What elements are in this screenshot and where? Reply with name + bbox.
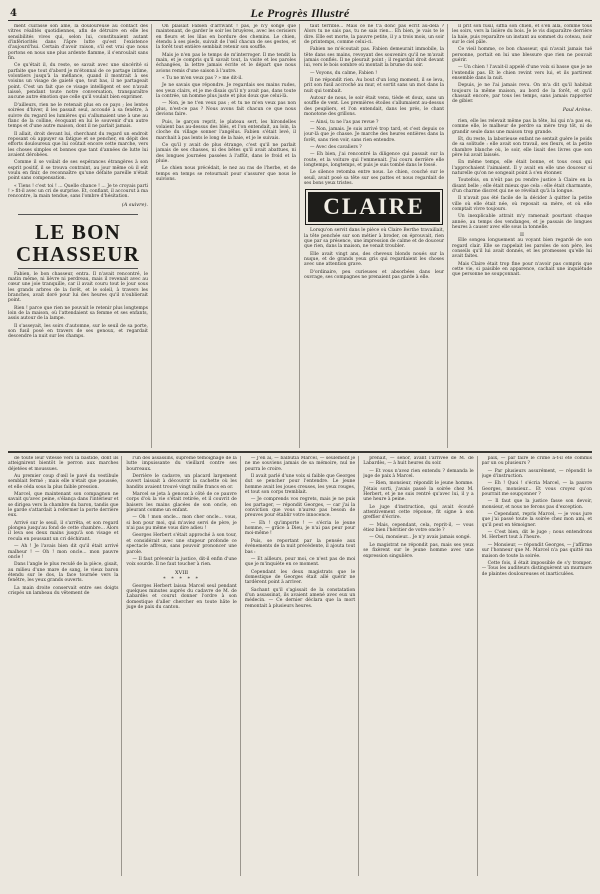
bottom-column-1	[8, 456, 122, 876]
bottom-column-3	[245, 456, 359, 876]
chapter-stars: * * * * *	[163, 575, 201, 582]
chapter-number: XVIII	[175, 569, 189, 576]
paragraph: Toutefois, on n'eût pas pu rendre justice à Claire en la disant belle ; elle était mieux que cela : elle était charmante, d'un charme discret qui ne se révélait qu'à la longue.	[452, 178, 592, 194]
paragraph: — Eh bien, j'ai rencontré la diligence qui passait sur la route, et la voiture qui l'emmenait. J'ai couru derrière elle longtemps, longtemps, et puis je suis tombé dans le fossé.	[304, 152, 444, 168]
paragraph: Georges Herbert s'était approché à son tour, et considérait avec une stupeur profonde ce spectacle affreux, sans pouvoir prononcer une parole.	[126, 533, 237, 555]
paragraph: ment cuirassé son âme, la douloureuse au contact des vitres réalités quotidiennes, afin de détruire en elle les sensibilités vives qui, selon lui, constituaient autant d'infériorités dans l'âpre lutte qu'est l'existence d'aujourd'hui. Certain d'avoir raison, s'il est vrai que nous portons en nous une plus ardente flamme, il s'enroulait sans fin.	[8, 24, 148, 62]
paragraph: Ce qu'il y avait de plus étrange, c'est qu'il ne parlait jamais de ses chasses, ni des bêtes qu'il avait abattues, ni des longues journées passées à l'affût, dans le froid et la pluie.	[156, 142, 296, 164]
title-rule	[18, 268, 138, 269]
paragraph: D'ordinaire, peu curieuses et absorbées dans leur ouvrage, ses compagnes ne prenaient pas garde à elle.	[304, 269, 444, 281]
paragraph: Lorsqu'on servit dans le pièce où Claire Berthe travaillait, la tête penchée sur son métier à broder, on éprouvait, rien que par sa présence, une impression de calme et de douceur que rien, dans la maison, ne venait troubler.	[304, 228, 444, 250]
paragraph: D'ailleurs, rien ne le retenait plus en ce pays ; les lentes soirées d'hiver, il les passait seul, accoudé à sa fenêtre, à suivre du regard les lumières qui s'allumaient une à une au flanc de la colline, évoquant en lui le souvenir d'un autre temps et d'une autre maison, dont il ne parlait jamais.	[8, 102, 148, 130]
paragraph: — Eh ! qu'importe ! — s'écria le jeune homme, — grâce à Dieu, je n'ai pas peur pour moi-même !	[244, 520, 356, 537]
paragraph: — Il faut que la justice fasse son devoir, monsieur, et nous ne ferons pas d'exception.	[481, 499, 592, 510]
top-col2-text	[156, 24, 296, 182]
bottom-column-2	[126, 456, 240, 876]
paragraph: — Voyons, du calme, Fabien !	[310, 70, 378, 76]
paragraph: l'un des assassins, suprême témoignage de la lutte impuissante du vieillard contre ses bourreaux.	[126, 456, 237, 472]
paragraph: Au premier coup d'œil le pavé du vestibule semblait fermé ; mais elle n'était que poussée, et elle céda sous la plus faible pression.	[8, 474, 119, 490]
paragraph: — Ah ! Je l'avais bien dit qu'il était arrivé malheur ! — Oh ! mon oncle... mon pauvre oncle !	[8, 544, 119, 560]
paragraph: Fabien ne m'écoutait pas. Fabien demeurait immobile, la tête dans ses mains, revoyant des souvenirs qu'il ne m'avait jamais confiés. Il ne pleurait point ; il regardait droit devant lui, vers le bois sombre où montait la brume du soir.	[304, 47, 444, 69]
paragraph: paix, — par faire le crime a-t-il été commis par un ou plusieurs ?	[481, 456, 592, 467]
top-column-3	[304, 24, 448, 448]
paragraph: Georges Herbert laissa Marcel seul pendant quelques minutes auprès du cadavre de M. de Labardès et courut donner l'ordre à son domestique d'aller chercher en toute hâte le juge de paix du canton.	[126, 583, 237, 610]
paragraph: — Avec des cavaliers ?	[310, 144, 362, 150]
top-col3b-text	[304, 228, 444, 280]
paragraph: Il prit son fusil, siffla son chien, et s'en alla, comme tous les soirs, vers la lisière du bois. Je le vis disparaître derrière la haie, puis reparaître un instant au sommet du coteau, noir sur le ciel pâle.	[452, 24, 592, 46]
paragraph: — Non, jamais. Je suis arrivé trop tard, et c'est depuis ce jour-là que je chasse. Je marche des heures entières dans la forêt, sans rien voir, sans rien entendre.	[304, 126, 444, 143]
paragraph: Derrière le cadavre, un placard largement ouvert laissait à découvrir la cachette où les bandits avaient trouvé vingt mille francs en or.	[126, 474, 237, 490]
paragraph: Cependant les deux magistrats que le domestique de Georges était allé quérir ne tardèrent point à arriver.	[244, 569, 356, 586]
paragraph: Ce vieil homme, ce bon chasseur, qui n'avait jamais tué personne, portait en lui une blessure que rien ne pouvait guérir.	[452, 47, 592, 64]
top-col4-text	[452, 24, 592, 105]
paragraph: taut terrible... Mais ce ne t'a donc pas écrit au-delà ? Alors tu ne sais pas, tu ne sais rien... Eh bien, je vais te le dire. Elle est morte, la pauvre petite, il y a trois mois, un soir de printemps, comme celui-ci.	[304, 24, 444, 46]
paragraph: En même temps, elle était bonne, et tous ceux qui l'approchaient l'aimaient. Il y avait en elle une douceur si naturelle qu'on ne songeait point à s'en étonner.	[452, 160, 592, 176]
newspaper-page	[8, 6, 592, 882]
paragraph: Je ne savais que répondre. Je regardais ses mains rudes, ses yeux clairs, et je me disais qu'il n'y avait pas, dans toute la contrée, un homme plus juste et plus doux que celui-là.	[156, 83, 296, 100]
top-col1b-text	[8, 272, 148, 340]
paragraph: Mais Claire était trop fine pour n'avoir pas compris que cette vie, si paisible en apparence, cachait une inquiétude que personne ne soupçonnait.	[452, 261, 592, 278]
paragraph: Elle songea longuement au voyant bien regardé de son regard clair. Elle se rappelait les paroles de son père, les conseils qu'il lui avait donnés, et les promesses qu'elle lui avait faites.	[452, 238, 592, 260]
page-number: 4	[10, 7, 17, 19]
paragraph: — Il faut prévenir la justice, dit-il enfin d'une voix sourde. Il ne faut toucher à rien.	[126, 556, 237, 568]
paragraph: — Monsieur, — répondit Georges, — j'affirme sur l'honneur que M. Marcel n'a pas quitté ma maison de toute la soirée.	[481, 542, 592, 559]
bottom-col3-text	[245, 456, 355, 609]
paragraph: Comme il se voilait de ses espérances étrangères à son esprit positif, il se trouva contraint, au jour même où il eût voulu en finir, de reconnaître qu'une défaite pareille n'était point sans compensation.	[8, 160, 148, 182]
bottom-col1-text	[8, 456, 118, 596]
paragraph: Depuis, je ne l'ai jamais revu. On m'a dit qu'il habitait toujours la même maison, au bord de la forêt, et qu'il chassait encore, par tous les temps, sans jamais rapporter de gibier.	[452, 83, 592, 105]
bottom-col5-text	[482, 456, 592, 577]
title-rule	[18, 214, 138, 215]
paragraph: Un inexplicable attrait m'y ramenait pourtant chaque année, au temps des vendanges, et je passais de longues heures à causer avec elle sous la tonnelle.	[452, 214, 592, 230]
paragraph: — Et vous n'avez rien entendu ? demanda le juge de paix à Marcel.	[363, 468, 474, 480]
bottom-column-5	[482, 456, 592, 876]
hunter-story-title: LE BON CHASSEUR	[16, 219, 140, 266]
paragraph: Marcel se jeta à genoux à côté de ce pauvre corps d'où la vie s'était retirée, et il couvrit de baisers les mains glacées de son oncle, en pleurant comme un enfant.	[126, 492, 237, 514]
paragraph: Arrivé sur le seuil, il s'arrêta, et son regard plongea jusqu'au fond de cette chambre... Alors il leva ses deux mains jusqu'à son visage et recula en poussant un cri déchirant.	[8, 520, 119, 542]
paragraph: — Oui, monsieur... Je n'y avais jamais songé.	[369, 535, 471, 541]
to-be-continued: (A suivre).	[121, 201, 148, 208]
paragraph: rien, elle les relevait même pas la tête, lui qui n'a pas eu, comme elle, le malheur de perdre sa mère trop tôt, ni de grandir seule dans une maison trop grande.	[452, 118, 592, 135]
paragraph: — Eh ! Quoi ! s'écria Marcel, — la pauvre Georges, monsieur... Et vous croyez qu'on pourrait me soupçonner ?	[481, 481, 592, 498]
paragraph: de toute leur vitesse vers la bastide, dont ils atteignirent bientôt le perron aux marches déjetées et moussues.	[8, 456, 119, 472]
paragraph: On plaisait Fabien d'arrivant ! pas, je n'y songe que maintenant, de garder le soir les bruyères, avec les cerisiers en fleurs et les lilas en bordure des chemins. Le chien, étendu à ses pieds, suivait de l'œil chacun de ses gestes, et la forêt tout entière semblait retenir son souffle.	[156, 24, 296, 51]
masthead	[8, 6, 592, 21]
paragraph: Et, du reste, la laborieuse enfant ne sentait guère le poids de sa solitude : elle avait son travail, ses fleurs, et la petite chambre blanche où, le soir, elle lisait des livres que son père lui avait laissés.	[452, 136, 592, 158]
paragraph: — Oh ! mon oncle... mon cher oncle... vous, si bon pour moi, qui m'aviez servi de père, je n'ai pas pu même vous dire adieu !	[126, 515, 237, 532]
paragraph: — Par plusieurs assurément, — répondit le juge d'instruction.	[481, 468, 592, 480]
paragraph: Fabien, le bon chasseur, entra. Il n'avait rencontré, le matin même, ni lièvre ni perdreau, mais il revenait avec au cœur une joie tranquille, car il avait couru tout le jour sous les grands arbres de la forêt, et le soleil, à travers les branches, avait doré pour lui des heures qu'il n'oublierait point.	[8, 271, 148, 304]
paragraph: — Rien, monsieur, répondit le jeune homme. J'étais sorti, j'avais passé la soirée chez M. Herbert, et je ne suis rentré qu'avec lui, il y a une heure à peine.	[363, 481, 474, 503]
top-col1-text	[8, 24, 148, 200]
paragraph: La main droite conservait entre ses doigts crispés un lambeau du vêtement de	[8, 585, 119, 596]
paragraph: Rien ! parce que rien ne pouvait le retenir plus longtemps loin de la maison, où l'attendaient sa femme et ses enfants, assis autour de la lampe.	[8, 305, 148, 322]
paragraph: « Tu ne m'en veux pas ? » me dit-il.	[162, 76, 243, 82]
paragraph: Mais je n'en pas le temps de m'interroger. Il me tendit la main, et je compris qu'il savait tout, la visite et les paroles échangées, la lettre jamais écrite et le départ que nous avions remis d'une saison à l'autre.	[156, 52, 296, 74]
chapter-number: II	[520, 232, 524, 239]
paragraph: Il avait parlé d'une voix si faible que Georges dut se pencher pour l'entendre. Le jeune homme avait les joues creuses, les yeux rouges, et tout son corps tremblait.	[244, 474, 356, 496]
paragraph: Puis, le garçon reprit, le plateau sert, les hirondelles volaient bas au-dessus des blés, et l'on entendait, au loin, la cloche du village sonner l'angélus. Fabien s'était levé, il marchait à pas lents le long de la haie, et je le suivais.	[156, 119, 296, 141]
paragraph: — J'en ai, — balbutia Marcel, — seulement je ne me souviens jamais de sa mémoire, nul ne pourra le croire.	[244, 456, 356, 472]
paragraph: Il n'avait pas été facile de la décider à quitter la petite ville où elle était née, où reposait sa mère, et où elle comptait vivre toujours.	[452, 196, 592, 212]
paragraph: prenait, — sénor, avant l'arrivée de M. de Labardès, — à huit heures du soir.	[363, 456, 474, 467]
paragraph: Il allait, droit devant lui, cherchant du regard un endroit reposant où appuyer sa fatigue et se pencher, en dépit des efforts douloureux que lui coûtait encore cette marche, vers les choses simples et bonnes que tant d'années de lutte lui avaient dérobées.	[8, 131, 148, 158]
paragraph: Il ne répondit rien. Au bout d'un long moment, il se leva, prit son fusil accroché au mur, et sortit sans un mot dans la nuit qui tombait.	[304, 78, 444, 94]
top-col3-text	[304, 24, 444, 186]
paragraph: Le juge d'instruction, qui avait écouté attentivement cette réponse, fit signe à son greffier d'écrire.	[363, 504, 474, 521]
top-column-1	[8, 24, 152, 448]
top-column-2	[156, 24, 300, 448]
paragraph: Ce qu'était il, du reste, se savait avec une sincérité si parfaite que tout d'abord je m'étonnai de ce partage intime, volontiers jusqu'à la méfiance, quand il montrait à ses voisins un visage de gaieté que, tout bas, il ne partageait point. C'est un fait que ce visage intelligent et sec n'avait laissé, pendant toute notre conversation, transparaître aucune autre émotion que celle qu'il voulait bien exprimer.	[8, 63, 148, 101]
paragraph: — C'est bien, dit le juge ; nous entendrons M. Herbert tout à l'heure.	[481, 530, 592, 541]
top-col4b-text	[452, 119, 592, 231]
paragraph: Le silence retomba entre nous. Le chien, couché sur le seuil, avait posé sa tête sur ses pattes et nous regardait de ses bons yeux tristes.	[304, 170, 444, 186]
top-col4c-text	[452, 238, 592, 277]
top-columns	[8, 24, 592, 448]
section-divider	[8, 451, 592, 453]
paragraph: — Je comprends vos regrets, mais je ne puis les partager, — répondit Georges, — car j'ai la conviction que vous n'aurez pas besoin de preuves pour établir votre innocence.	[244, 497, 356, 519]
paragraph: Puis, se reportant par la pensée aux événements de la nuit précédente, il ajouta tout bas :	[244, 538, 356, 555]
paragraph: — Ainsi, tu ne l'as pas revue ?	[310, 119, 379, 125]
paragraph: Sachant qu'il s'agissait de la constatation d'un assassinat, ils avaient amené avec eux un médecin. — Ce dernier déclara que la mort remontait à plusieurs heures.	[244, 587, 356, 609]
paragraph: Le chien nous précédait, le nez au ras de l'herbe, et de temps en temps se retournait pour s'assurer que nous le suivions.	[156, 166, 296, 182]
bottom-columns	[8, 456, 592, 876]
paragraph: Autour de nous, le soir était venu, tiède et doux, sans un souffle de vent. Les premières étoiles s'allumaient au-dessus des peupliers, et l'on entendait, dans les prés, le chant monotone des grillons.	[304, 96, 444, 118]
paragraph: — Non, je ne t'en veux pas ; et tu ne m'en veux pas non plus, n'est-ce pas ? Nous avons fait chacun ce que nous devions faire.	[156, 101, 296, 118]
paragraph: Dans l'angle le plus reculé de la pièce, gisait, au milieu d'une mare de sang, le vieux baron étendu sur le dos, la face tournée vers la fenêtre, les yeux grands ouverts.	[8, 562, 119, 584]
author-signature: Paul Arène.	[562, 106, 592, 113]
bottom-col2-text	[126, 456, 236, 568]
paragraph: — Mais, cependant, cela, reprit-il, — vous étiez bien l'héritier de votre oncle ?	[363, 522, 474, 534]
paragraph: « Tiens ! c'est toi ! ... Quelle chance ! ... Je te croyais parti ! » fit-il avec un cri de surprise. Et, confiant, il accourut à ma rencontre, la main tendue, sans l'ombre d'hésitation.	[8, 183, 148, 200]
paragraph: Marcel, que maintenant son compagnon ne savait qu'avec peine, s'élança dans l'intérieur et se dirigea vers la chambre du baron, tandis que le garde s'attardait à refermer la porte derrière eux.	[8, 492, 119, 519]
paragraph: — Un chien ! l'avait-il appelé d'une voix si basse que je ne l'entendis pas. Et le chien revint vers lui, et ils partirent ensemble dans la nuit.	[452, 65, 592, 82]
bottom-col4-text	[363, 456, 473, 559]
paragraph: Elle avait vingt ans, des cheveux blonds noués sur la nuque, et de grands yeux gris qui regardaient les choses avec une attention grave.	[304, 251, 444, 268]
bottom-column-4	[363, 456, 477, 876]
top-column-4	[452, 24, 592, 448]
paragraph: Il s'asseyait, les soirs d'automne, sur le seuil de sa porte, son fusil posé en travers de ses genoux, et regardait descendre la nuit sur les champs.	[8, 323, 148, 340]
paragraph: Cette fois, il était impossible de s'y tromper. — Tous les auditeurs distinguèrent un murmure de plaintes douloureuses et inarticulées.	[481, 560, 592, 577]
paragraph: — Et ailleurs, pour moi, ce n'est pas de moi que je m'inquiète en ce moment.	[244, 556, 356, 568]
masthead-title: Le Progrès Illustré	[250, 6, 350, 20]
paragraph: Le magistrat ne répondit pas, mais ses yeux se fixèrent sur le jeune homme avec une expression singulière.	[363, 542, 474, 559]
paragraph: — Cependant, repris Marcel, — je vous jure que j'ai passé toute la soirée chez mon ami, et qu'il peut en témoigner.	[481, 512, 592, 528]
bottom-col2b-text	[126, 584, 236, 611]
claire-story-title: CLAIRE	[308, 192, 440, 222]
